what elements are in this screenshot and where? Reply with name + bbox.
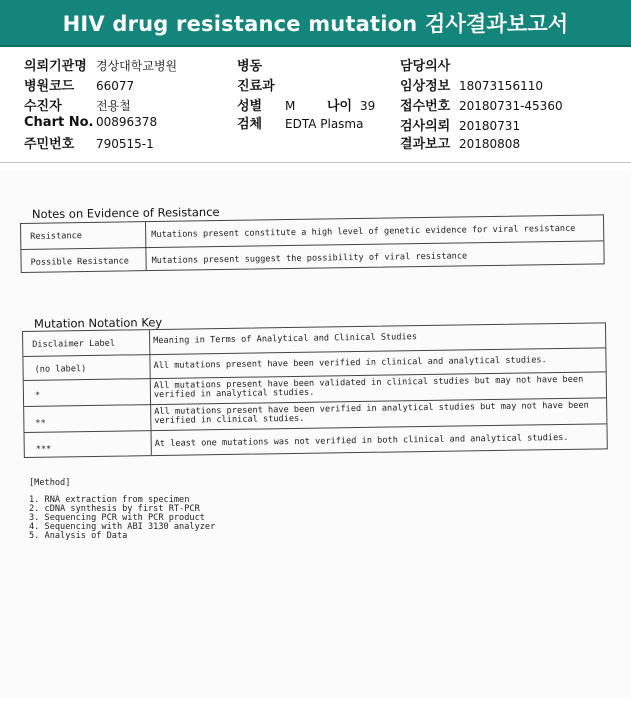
method-step: 3. Sequencing PCR with PCR product <box>29 513 205 523</box>
info-hospital-code <box>24 75 134 94</box>
info-receipt-no <box>400 95 563 114</box>
info-value: EDTA Plasma <box>285 117 364 131</box>
method-step: 2. cDNA synthesis by first RT-PCR <box>29 504 200 514</box>
row-text: Mutations present constitute a high level of genetic evidence for viral resistance <box>151 223 576 241</box>
info-value: 790515-1 <box>96 137 154 151</box>
row-text: Mutations present suggest the possibility of viral resistance <box>151 251 468 267</box>
header-text: Meaning in Terms of Analytical and Clinical Studies <box>153 332 418 347</box>
scanned-report-page <box>0 171 631 698</box>
info-value: 00896378 <box>96 115 158 129</box>
row-text-line1: All mutations present have been verified in analytical studies but may not have been <box>154 400 589 418</box>
info-chart-no <box>24 115 157 130</box>
info-value: 39 <box>360 99 376 113</box>
info-label: 병원코드 <box>24 79 75 94</box>
info-requesting-institution <box>24 55 177 74</box>
row-text-line2: verified in clinical studies. <box>154 413 305 427</box>
notation-section-title: Mutation Notation Key <box>33 315 163 331</box>
info-label: 검체 <box>237 117 263 132</box>
row-label: * <box>34 390 41 401</box>
info-label: 의뢰기관명 <box>24 59 87 74</box>
info-specimen <box>237 113 363 132</box>
info-patient-name <box>24 95 131 114</box>
info-value: 전용철 <box>96 99 131 113</box>
info-label: 임상정보 <box>400 79 451 94</box>
info-value: 20180731-45360 <box>459 99 563 113</box>
method-title: [Method] <box>29 478 71 488</box>
evidence-table <box>20 214 605 273</box>
report-title-bar <box>0 0 631 47</box>
method-step: 4. Sequencing with ABI 3130 analyzer <box>29 522 216 532</box>
info-ward <box>237 55 285 74</box>
info-label: 주민번호 <box>24 137 75 152</box>
row-text: At least one mutations was not verified in both clinical and analytical studies. <box>154 432 569 450</box>
row-text-line1: All mutations present have been validated in clinical studies but may not have been <box>153 374 584 392</box>
info-label: 나이 <box>327 99 353 114</box>
evidence-section-title: Notes on Evidence of Resistance <box>31 204 220 222</box>
section-divider <box>0 162 631 163</box>
method-step: 1. RNA extraction from specimen <box>29 495 190 505</box>
info-label: 담당의사 <box>400 59 451 74</box>
info-value: 경상대학교병원 <box>96 59 178 73</box>
header-label: Disclaimer Label <box>32 338 116 350</box>
row-text-line2: verified in analytical studies. <box>153 387 315 401</box>
info-value: 20180808 <box>459 137 521 151</box>
row-label: Possible Resistance <box>30 256 129 268</box>
info-sex <box>237 95 295 114</box>
info-label: 검사의뢰 <box>400 119 451 134</box>
info-department <box>237 75 285 94</box>
info-label: 결과보고 <box>400 137 451 152</box>
info-value: 18073156110 <box>459 79 543 93</box>
row-label: *** <box>35 444 52 455</box>
info-value: 20180731 <box>459 119 521 133</box>
row-label: (no label) <box>34 364 87 375</box>
row-label: Resistance <box>30 231 83 242</box>
method-step: 5. Analysis of Data <box>29 531 128 541</box>
info-label: 성별 <box>237 99 263 114</box>
notation-table <box>22 322 608 458</box>
report-title: HIV drug resistance mutation 검사결과보고서 <box>62 11 569 36</box>
info-result-report-date <box>400 133 520 152</box>
row-label: ** <box>35 418 46 429</box>
info-label: 병동 <box>237 59 263 74</box>
info-label: 수진자 <box>24 99 62 114</box>
info-label: 진료과 <box>237 79 275 94</box>
info-clinical-info <box>400 75 543 94</box>
info-age <box>327 95 375 114</box>
info-value: 66077 <box>96 79 135 93</box>
info-attending-physician <box>400 55 459 74</box>
info-label: Chart No. <box>24 115 94 130</box>
info-value: M <box>285 99 296 113</box>
info-label: 접수번호 <box>400 99 451 114</box>
row-text: All mutations present have been verified in clinical and analytical studies. <box>153 355 547 372</box>
patient-info-panel <box>0 47 631 162</box>
info-resident-no <box>24 133 154 152</box>
info-test-request-date <box>400 115 520 134</box>
